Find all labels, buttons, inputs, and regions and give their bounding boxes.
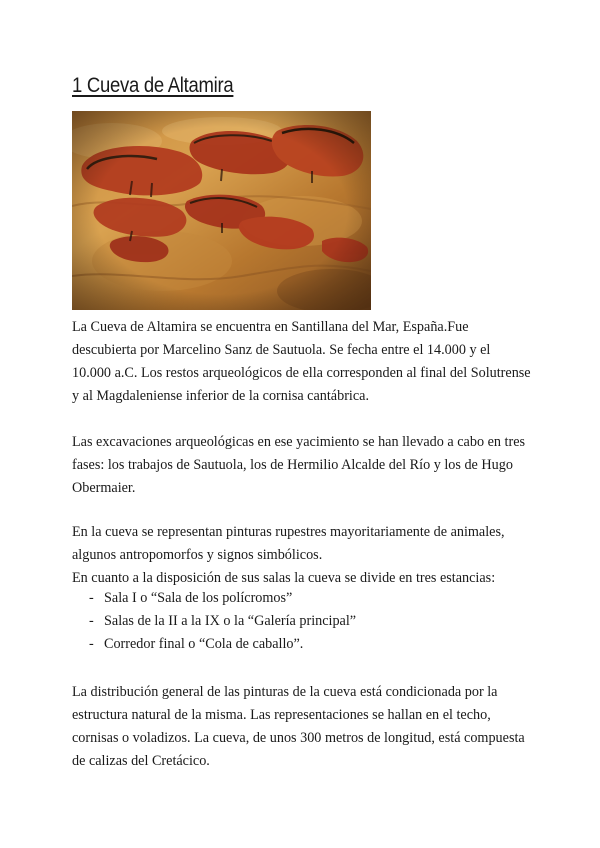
list-item <box>72 610 542 633</box>
list-item-text: Corredor final o “Cola de caballo”. <box>104 636 304 652</box>
rooms-list <box>72 587 542 656</box>
list-marker: - <box>89 590 94 606</box>
paragraph-line: algunos antropomorfos y signos simbólicos. <box>72 547 323 563</box>
list-marker: - <box>89 636 94 652</box>
list-item <box>72 633 542 656</box>
list-marker: - <box>89 613 94 629</box>
paragraph-line: En la cueva se representan pinturas rupestres mayoritariamente de animales, <box>72 524 505 540</box>
paragraph-line: de calizas del Cretácico. <box>72 753 210 769</box>
paragraph-distribution <box>72 681 542 773</box>
paragraph-line: La Cueva de Altamira se encuentra en Santillana del Mar, España.Fue <box>72 319 469 335</box>
list-item <box>72 587 542 610</box>
cave-painting-illustration <box>72 111 371 310</box>
paragraph-line: y al Magdaleniense inferior de la cornisa cantábrica. <box>72 388 370 404</box>
paragraph-line: En cuanto a la disposición de sus salas la cueva se divide en tres estancias: <box>72 570 496 586</box>
list-item-text: Salas de la II a la IX o la “Galería principal” <box>104 613 357 629</box>
cave-painting-image <box>72 111 371 310</box>
paragraph-line: Obermaier. <box>72 480 136 496</box>
paragraph-line: cornisas o voladizos. La cueva, de unos 300 metros de longitud, está compuesta <box>72 730 525 746</box>
paragraph-excavations <box>72 431 542 500</box>
paragraph-paintings <box>72 521 542 590</box>
paragraph-line: fases: los trabajos de Sautuola, los de Hermilio Alcalde del Río y los de Hugo <box>72 457 513 473</box>
page-title: 1 Cueva de Altamira <box>72 74 234 97</box>
paragraph-line: descubierta por Marcelino Sanz de Sautuola. Se fecha entre el 14.000 y el <box>72 342 491 358</box>
paragraph-line: estructura natural de la misma. Las representaciones se hallan en el techo, <box>72 707 491 723</box>
list-item-text: Sala I o “Sala de los polícromos” <box>104 590 293 606</box>
paragraph-line: 10.000 a.C. Los restos arqueológicos de ella corresponden al final del Solutrense <box>72 365 531 381</box>
paragraph-intro <box>72 316 542 408</box>
paragraph-line: Las excavaciones arqueológicas en ese yacimiento se han llevado a cabo en tres <box>72 434 526 450</box>
paragraph-line: La distribución general de las pinturas de la cueva está condicionada por la <box>72 684 498 700</box>
